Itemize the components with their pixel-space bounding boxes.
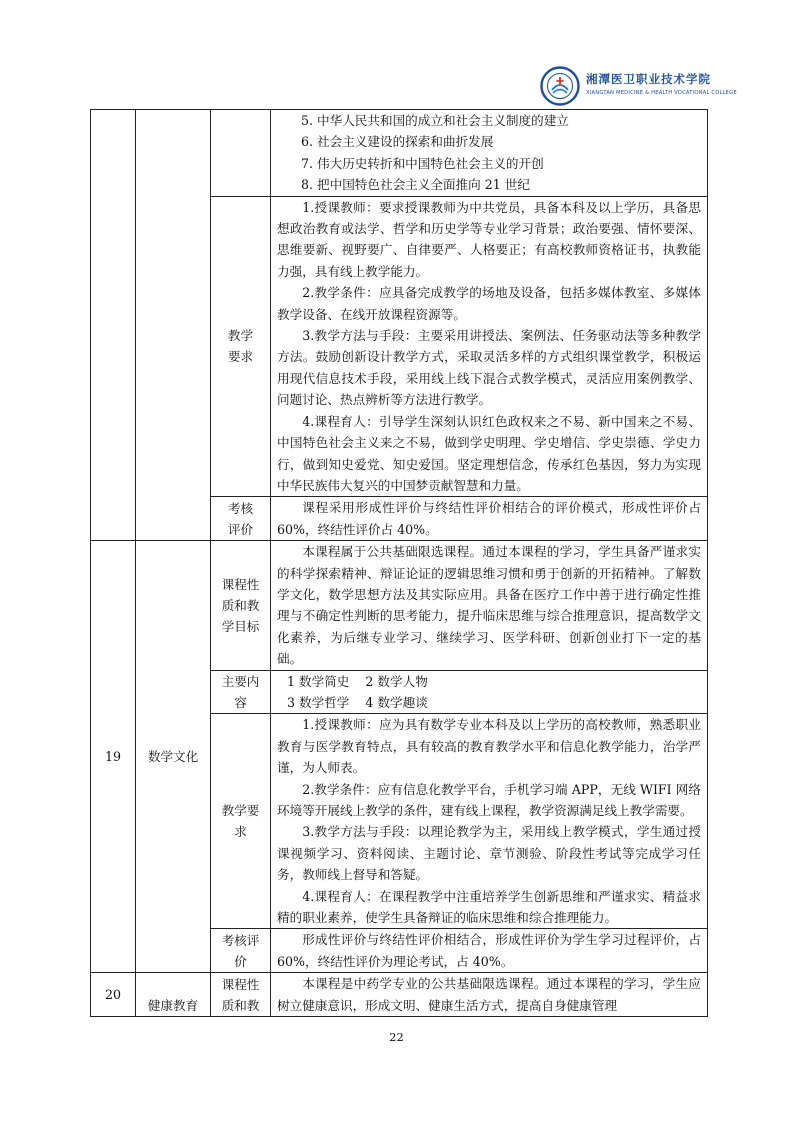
nature-cell (271, 973, 708, 1017)
college-logo (540, 66, 740, 106)
college-name-en: XIANGTAN MEDICINE & HEALTH VOCATIONAL COLLEGE (586, 90, 737, 96)
teaching-req-item: 3.教学方法与手段：以理论教学为主，采用线上教学模式，学生通过授课视频学习、资料阅读、主题讨论、章节测验、阶段性考试等完成学习任务，教师线上督导和答疑。 (277, 824, 701, 883)
nature-label: 课程性 质和教 学目标 (211, 541, 271, 670)
teaching-req-label: 教学 要求 (211, 196, 271, 497)
course-name: 数学文化 (136, 541, 211, 973)
nature-label: 课程性 质和教 (211, 973, 271, 1017)
content-line: 3 数学哲学 4 数学趣谈 (287, 694, 428, 710)
content-item: 7. 伟大历史转折和中国特色社会主义的开创 (301, 155, 544, 171)
assessment-text: 形成性评价与终结性评价相结合，形成性评价为学生学习过程评价，占 60%，终结性评价为理论考试，占 40%。 (277, 932, 701, 969)
teaching-req-label: 教学要 求 (211, 714, 271, 929)
college-name-cn: 湘潭医卫职业技术学院 (586, 72, 711, 86)
nature-text: 本课程是中药学专业的公共基础限选课程。通过本课程的学习，学生应树立健康意识，形成文明、健康生活方式，提高自身健康管理 (277, 976, 701, 1013)
teaching-req-item: 3.教学方法与手段：主要采用讲授法、案例法、任务驱动法等多种教学方法。鼓励创新设计教学方式，采取灵活多样的方式组织课堂教学，积极运用现代信息技术手段，采用线上线下混合式教学模式，灵活应用案例教学、问题讨论、热点辨析等方法进行教学。 (277, 328, 701, 408)
assessment-cell (271, 497, 708, 541)
teaching-req-cell (271, 714, 708, 929)
assessment-cell (271, 929, 708, 973)
content-item: 5. 中华人民共和国的成立和社会主义制度的建立 (301, 113, 569, 128)
assessment-label: 考核评 价 (211, 929, 271, 973)
nature-text: 本课程属于公共基础限选课程。通过本课程的学习，学生具备严谨求实的科学探索精神、辩证论证的逻辑思维习惯和勇于创新的开拓精神。了解数学文化，数学思想方法及其实际应用。具备在医疗工作中善于进行确定性推理与不确定性判断的思考能力，提升临床思维与综合推理意识，提高数学文化素养，为后继专业学习、继续学习、医学科研、创新创业打下一定的基础。 (277, 544, 701, 667)
content-line: 1 数学简史 2 数学人物 (287, 673, 428, 689)
teaching-req-item: 2.教学条件：应具备完成教学的场地及设备，包括多媒体教室、多媒体教学设备、在线开放课程资源等。 (277, 285, 701, 322)
assessment-text: 课程采用形成性评价与终结性评价相结合的评价模式，形成性评价占 60%，终结性评价占 40%。 (277, 500, 701, 537)
content-cell (271, 670, 708, 714)
prev-content-row (91, 110, 708, 197)
row-number: 20 (91, 973, 136, 1017)
row-20-nature (91, 973, 708, 1017)
teaching-req-item: 2.教学条件：应有信息化教学平台，手机学习端 APP，无线 WIFI 网络环境等开展线上教学的条件，建有线上课程，教学资源满足线上教学需要。 (277, 781, 701, 818)
content-item: 8. 把中国特色社会主义全面推向 21 世纪 (301, 177, 530, 193)
teaching-req-item: 1.授课教师：要求授课教师为中共党员，具备本科及以上学历，具备思想政治教育或法学、哲学和历史学等专业学习背景；政治要强、情怀要深、思维要新、视野要广、自律要严、人格要正；有高校教师资格证书，执教能力强，具有线上教学能力。 (277, 199, 701, 279)
content-label: 主要内 容 (211, 670, 271, 714)
page-number: 22 (389, 1030, 404, 1044)
prev-num-cell (91, 110, 136, 541)
prev-course-cell (136, 110, 211, 541)
course-table (90, 109, 708, 1017)
nature-cell (271, 541, 708, 670)
row-19-nature (91, 541, 708, 670)
row-number: 19 (91, 541, 136, 973)
teaching-req-item: 4.课程育人：在课程教学中注重培养学生创新思维和严谨求实、精益求精的职业素养，使学生具备辩证的临床思维和综合推理能力。 (277, 888, 701, 926)
prev-content-cell (271, 110, 708, 197)
teaching-req-cell (271, 196, 708, 497)
course-name: 健康教育 (136, 973, 211, 1017)
assessment-label: 考核 评价 (211, 497, 271, 541)
content-item: 6. 社会主义建设的探索和曲折发展 (301, 134, 494, 150)
teaching-req-item: 4.课程育人：引导学生深刻认识红色政权来之不易、新中国来之不易、中国特色社会主义来之不易，做到学史明理、学史增信、学史崇德、学史力行，做到知史爱党、知史爱国。坚定理想信念，传承红色基因，努力为实现中华民族伟大复兴的中国梦贡献智慧和力量。 (277, 413, 701, 493)
prev-content-label-cell (211, 110, 271, 197)
college-seal-icon (540, 66, 580, 106)
teaching-req-item: 1.授课教师：应为具有数学专业本科及以上学历的高校教师，熟悉职业教育与医学教育特点，具有较高的教育教学水平和信息化教学能力，治学严谨，为人师表。 (277, 717, 701, 776)
